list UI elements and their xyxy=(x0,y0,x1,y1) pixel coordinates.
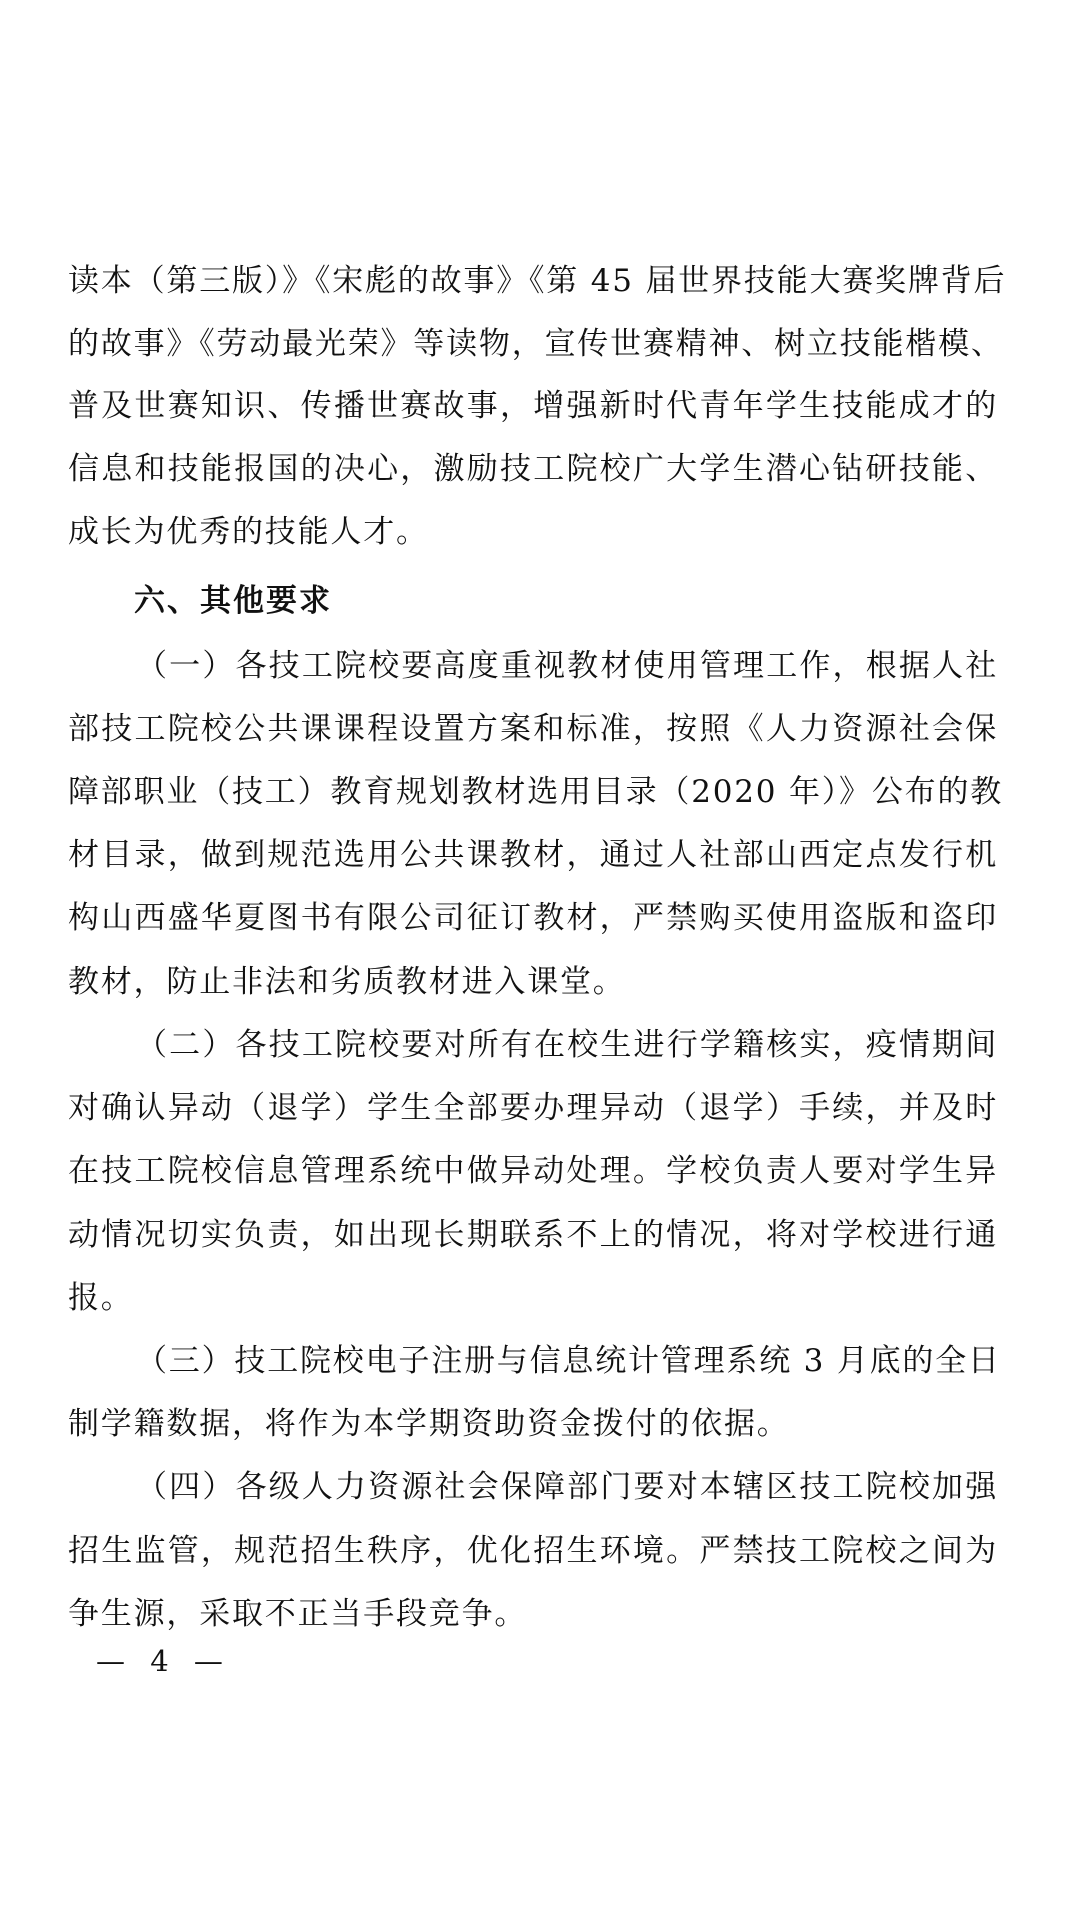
paragraph-1-line-5: 构山西盛华夏图书有限公司征订教材，严禁购买使用盗版和盗印 xyxy=(68,900,998,936)
paragraph-1-line-6: 教材，防止非法和劣质教材进入课堂。 xyxy=(68,964,626,1000)
intro-line-1: 读本（第三版）》《宋彪的故事》《第 45 届世界技能大赛奖牌背后 xyxy=(68,263,1007,299)
paragraph-4-line-1: （四）各级人力资源社会保障部门要对本辖区技工院校加强 xyxy=(136,1469,998,1505)
paragraph-2-line-5: 报。 xyxy=(68,1280,134,1316)
paragraph-4-line-2: 招生监管，规范招生秩序，优化招生环境。严禁技工院校之间为 xyxy=(68,1533,998,1569)
intro-line-5: 成长为优秀的技能人才。 xyxy=(68,514,429,550)
paragraph-3-line-2: 制学籍数据，将作为本学期资助资金拨付的依据。 xyxy=(68,1406,790,1442)
paragraph-1-line-3: 障部职业（技工）教育规划教材选用目录（2020 年）》公布的教 xyxy=(68,774,1004,810)
paragraph-2-line-3: 在技工院校信息管理系统中做异动处理。学校负责人要对学生异 xyxy=(68,1153,998,1189)
paragraph-2-line-4: 动情况切实负责，如出现长期联系不上的情况，将对学校进行通 xyxy=(68,1217,998,1253)
paragraph-4-line-3: 争生源，采取不正当手段竞争。 xyxy=(68,1596,528,1632)
paragraph-1-line-2: 部技工院校公共课课程设置方案和标准，按照《人力资源社会保 xyxy=(68,711,998,747)
paragraph-1-line-4: 材目录，做到规范选用公共课教材，通过人社部山西定点发行机 xyxy=(68,837,998,873)
paragraph-3-line-1: （三）技工院校电子注册与信息统计管理系统 3 月底的全日 xyxy=(136,1343,1001,1379)
paragraph-1-line-1: （一）各技工院校要高度重视教材使用管理工作，根据人社 xyxy=(136,648,998,684)
intro-line-3: 普及世赛知识、传播世赛故事，增强新时代青年学生技能成才的 xyxy=(68,388,998,424)
paragraph-2-line-1: （二）各技工院校要对所有在校生进行学籍核实，疫情期间 xyxy=(136,1027,998,1063)
page-number: — 4 — xyxy=(96,1644,231,1678)
intro-line-4: 信息和技能报国的决心，激励技工院校广大学生潜心钻研技能、 xyxy=(68,451,998,487)
section-heading: 六、其他要求 xyxy=(134,583,332,619)
paragraph-2-line-2: 对确认异动（退学）学生全部要办理异动（退学）手续，并及时 xyxy=(68,1090,998,1126)
intro-line-2: 的故事》《劳动最光荣》等读物，宣传世赛精神、树立技能楷模、 xyxy=(68,326,1004,362)
